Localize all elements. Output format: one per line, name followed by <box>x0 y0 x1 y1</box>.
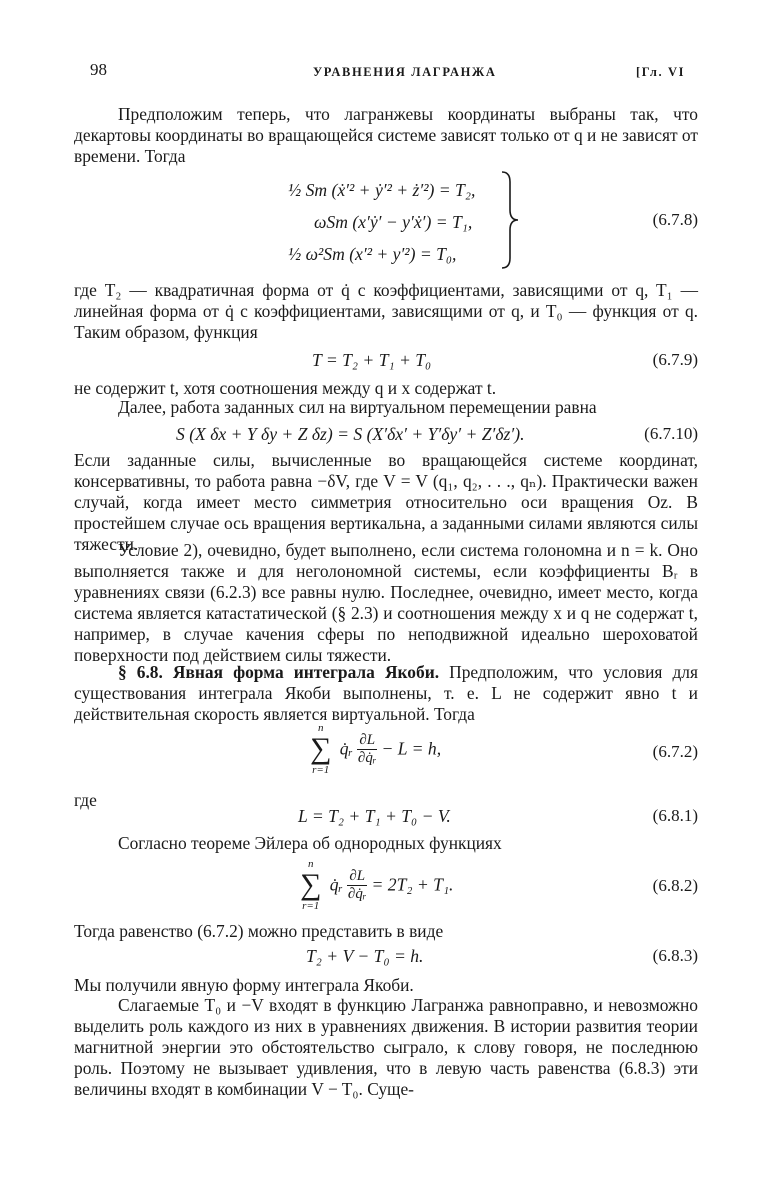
section-6-8 <box>74 662 698 725</box>
paragraph-9: Мы получили явную форму интеграла Якоби. <box>74 975 414 995</box>
paragraph-5: Если заданные силы, вычисленные во вращающейся системе координат, консервативны, то работа равна −δV, где V = V (q₁, q₂, . . ., qₙ). Практически важен случай, когда имеет место симметрия относительно оси вращения Oz. В простейшем случае ось вращения вертикальна, а заданными силами являются силы тяжести. <box>74 450 698 554</box>
paragraph-10: Слагаемые T₀ и −V входят в функцию Лагранжа равноправно, и невозможно выделить роль каждого из них в уравнениях движения. В истории развития теории магнитной энергии это обстоятельство сыграло, к слову говоря, не последнюю роль. Поэтому не вызывает удивления, что в левую часть равенства (6.8.3) эти величины входят в комбинации V − T₀. Суще- <box>74 995 698 1099</box>
page-number: 98 <box>90 60 107 79</box>
paragraph-1: Предположим теперь, что лагранжевы координаты выбраны так, что декартовы координаты во вращающейся системе зависят только от q и не зависят от времени. Тогда <box>74 104 698 166</box>
equation-number-6-8-3: (6.8.3) <box>652 946 698 965</box>
equation-number-6-7-10: (6.7.10) <box>644 424 698 443</box>
q-dot-r: q̇ᵣ <box>339 738 353 759</box>
equation-6-7-9: T = T₂ + T₁ + T₀ <box>312 350 432 370</box>
equation-number-6-7-8: (6.7.8) <box>652 210 698 229</box>
equation-number-6-8-1: (6.8.1) <box>652 806 698 825</box>
fraction-denominator: ∂q̇ᵣ <box>357 749 377 766</box>
sum-sign: ∑ <box>310 732 332 765</box>
sum-lower-limit: r=1 <box>312 764 330 776</box>
chapter-label: [Гл. VI <box>636 65 686 79</box>
section-heading: § 6.8. Явная форма интеграла Якоби. <box>118 662 440 682</box>
equation-6-7-10: S (X δx + Y δy + Z δz) = S (X′δx′ + Y′δy′ + Z′δz′). <box>176 424 525 444</box>
equation-6-8-1: L = T₂ + T₁ + T₀ − V. <box>298 806 451 826</box>
equation-6-7-8-line-3: ½ ω²Sm (x′² + y′²) = T₀, <box>288 244 457 264</box>
equation-6-7-2 <box>310 722 441 776</box>
fraction-denominator: ∂q̇ᵣ <box>347 885 367 902</box>
paragraph-2: где T₂ — квадратичная форма от q̇ с коэффициентами, зависящими от q, T₁ — линейная форма от q̇ с коэффициентами, зависящими от q, и T₀ — функция от q. Таким образом, функция <box>74 280 698 342</box>
equation-number-6-7-2: (6.7.2) <box>652 742 698 761</box>
q-dot-r: q̇ᵣ <box>329 874 343 895</box>
equation-6-7-8-line-1: ½ Sm (ẋ′² + ẏ′² + ż′²) = T₂, <box>288 180 476 200</box>
fraction-numerator: ∂L <box>359 731 376 748</box>
equation-rest: − L = h, <box>381 738 442 759</box>
equation-number-6-7-9: (6.7.9) <box>652 350 698 369</box>
paragraph-3: не содержит t, хотя соотношения между q и x содержат t. <box>74 378 497 398</box>
paragraph-4: Далее, работа заданных сил на виртуальном перемещении равна <box>118 397 597 417</box>
paragraph-6: Условие 2), очевидно, будет выполнено, если система голономна и n = k. Оно выполняется также и для неголономной системы, если коэффициенты Bᵣ в уравнениях связи (6.2.3) все равны нулю. Последнее, очевидно, имеет место, когда система является катастатической (§ 2.3) и соотношения между x и q не содержат t, например, в случае качения сферы по неподвижной идеально шероховатой поверхности под действием силы тяжести. <box>74 540 698 665</box>
equation-6-7-8-line-2: ωSm (x′ẏ′ − y′ẋ′) = T₁, <box>314 212 473 232</box>
equation-rest: = 2T₂ + T₁. <box>371 874 454 895</box>
right-brace <box>500 170 520 270</box>
sum-sign: ∑ <box>300 868 322 901</box>
section-intro-text: Предположим, что условия для существования интеграла Якоби выполнены, т. е. L не содержит явно t и действительная скорость является виртуальной. Тогда <box>74 662 698 724</box>
equation-number-6-8-2: (6.8.2) <box>652 876 698 895</box>
paragraph-8: Тогда равенство (6.7.2) можно представить в виде <box>74 921 444 941</box>
equation-6-8-2 <box>300 858 453 912</box>
running-title: УРАВНЕНИЯ ЛАГРАНЖА <box>313 65 497 79</box>
fraction-numerator: ∂L <box>349 867 366 884</box>
where-word: где <box>74 790 97 810</box>
paragraph-7: Согласно теореме Эйлера об однородных функциях <box>118 833 502 853</box>
sum-upper-limit: n <box>307 858 314 870</box>
equation-6-8-3: T₂ + V − T₀ = h. <box>306 946 424 966</box>
sum-lower-limit: r=1 <box>302 900 320 912</box>
sum-upper-limit: n <box>317 722 324 734</box>
